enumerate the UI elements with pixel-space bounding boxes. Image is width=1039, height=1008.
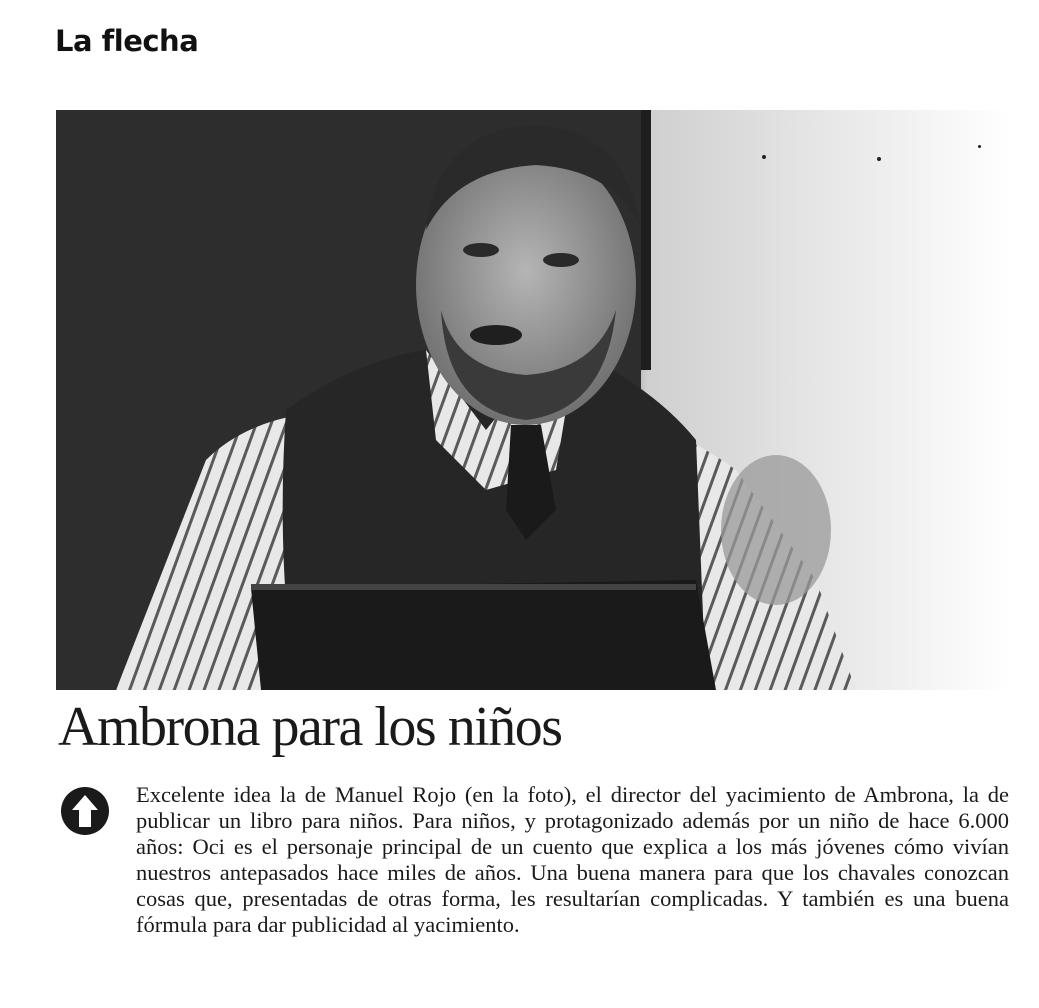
scan-speck xyxy=(762,155,766,159)
article-body: Excelente idea la de Manuel Rojo (en la foto), el director del yacimiento de Ambrona, la de publicar un libro para niños. Para niños, y protagonizado además por un niño de hace 6.000 años: Oci es el personaje principal de un cuento que explica a los más jóvenes cómo vivían nuestros antepasados hace miles de años. Una buena manera para que los chavales conozcan cosas que, presentadas de otras forma, les resultarían complicadas. Y también es una buena fórmula para dar publicidad al yacimiento. xyxy=(136,782,1009,937)
section-label: La flecha xyxy=(55,24,199,58)
photo-illustration xyxy=(56,110,1010,690)
article-photo xyxy=(56,110,1010,690)
arrow-up-icon xyxy=(60,786,110,836)
headline: Ambrona para los niños xyxy=(58,696,562,758)
scan-speck xyxy=(978,145,981,148)
scan-speck xyxy=(877,157,881,161)
